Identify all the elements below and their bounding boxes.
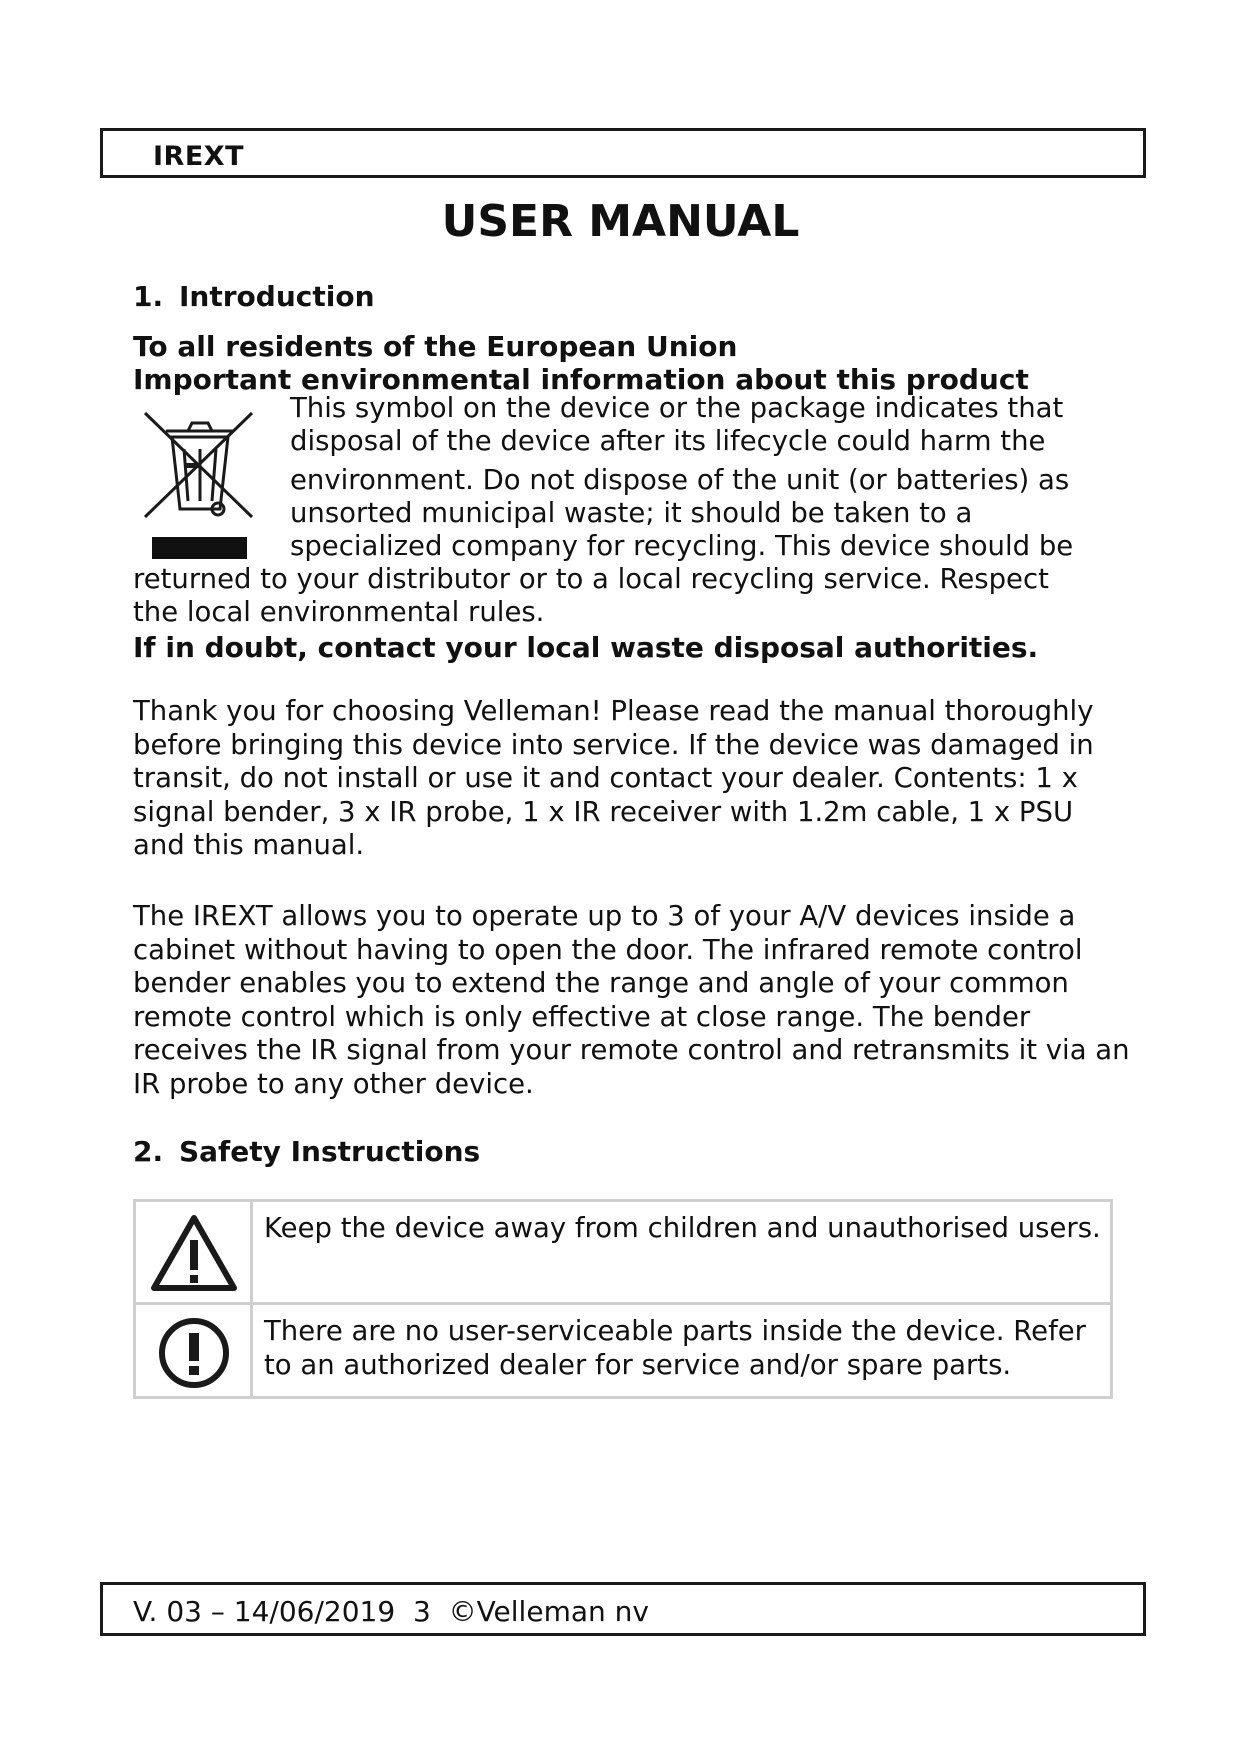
exclamation-circle-icon xyxy=(150,1315,238,1391)
safety-table xyxy=(133,1199,1113,1399)
crossed-out-bin-icon xyxy=(140,405,260,565)
product-code: IREXT xyxy=(153,141,245,172)
weee-line-3: environment. Do not dispose of the unit (or batteries) as xyxy=(290,464,1070,496)
safety-text-2: There are no user-serviceable parts inside the device. Refer to an authorized dealer for service and/or spare parts. xyxy=(264,1315,1086,1381)
weee-line-2: disposal of the device after its lifecycle could harm the xyxy=(290,425,1046,457)
page-title: USER MANUAL xyxy=(441,196,800,247)
safety-row xyxy=(136,1202,1110,1305)
section-2-heading xyxy=(133,1135,480,1168)
weee-line-4: unsorted municipal waste; it should be taken to a xyxy=(290,497,973,529)
header-box xyxy=(100,128,1146,178)
safety-icon-cell xyxy=(136,1202,253,1302)
section-1-number: 1. xyxy=(133,280,164,313)
weee-line-6: returned to your distributor or to a local recycling service. Respect xyxy=(133,563,1049,595)
warning-triangle-icon xyxy=(150,1212,238,1292)
footer-text: V. 03 – 14/06/2019 3 ©Velleman nv xyxy=(133,1595,649,1628)
section-1-title: Introduction xyxy=(179,280,375,313)
doubt-line: If in doubt, contact your local waste disposal authorities. xyxy=(133,631,1039,664)
irext-paragraph: The IREXT allows you to operate up to 3 of your A/V devices inside a cabinet without having to open the door. The infrared remote control bender enables you to extend the range and angle of your common remote control which is only effective at close range. The bender receives the IR signal from your remote control and retransmits it via an IR probe to any other device. xyxy=(133,900,1130,1100)
section-2-title: Safety Instructions xyxy=(179,1135,481,1168)
safety-row xyxy=(136,1305,1110,1396)
weee-line-5: specialized company for recycling. This device should be xyxy=(290,530,1074,562)
footer-box xyxy=(100,1582,1146,1636)
section-2-number: 2. xyxy=(133,1135,164,1168)
safety-icon-cell xyxy=(136,1305,253,1396)
weee-line-7: the local environmental rules. xyxy=(133,596,545,628)
thanks-paragraph: Thank you for choosing Velleman! Please read the manual thoroughly before bringing this device into service. If the device was damaged in transit, do not install or use it and contact your dealer. Contents: 1 x signal bender, 3 x IR probe, 1 x IR receiver with 1.2m cable, 1 x PSU and this manual. xyxy=(133,695,1094,861)
weee-line-1: This symbol on the device or the package indicates that xyxy=(290,392,1064,424)
safety-text-1: Keep the device away from children and unauthorised users. xyxy=(264,1212,1101,1244)
env-heading: Important environmental information about this product xyxy=(133,363,1029,396)
section-1-heading xyxy=(133,280,375,313)
eu-heading: To all residents of the European Union xyxy=(133,330,738,363)
